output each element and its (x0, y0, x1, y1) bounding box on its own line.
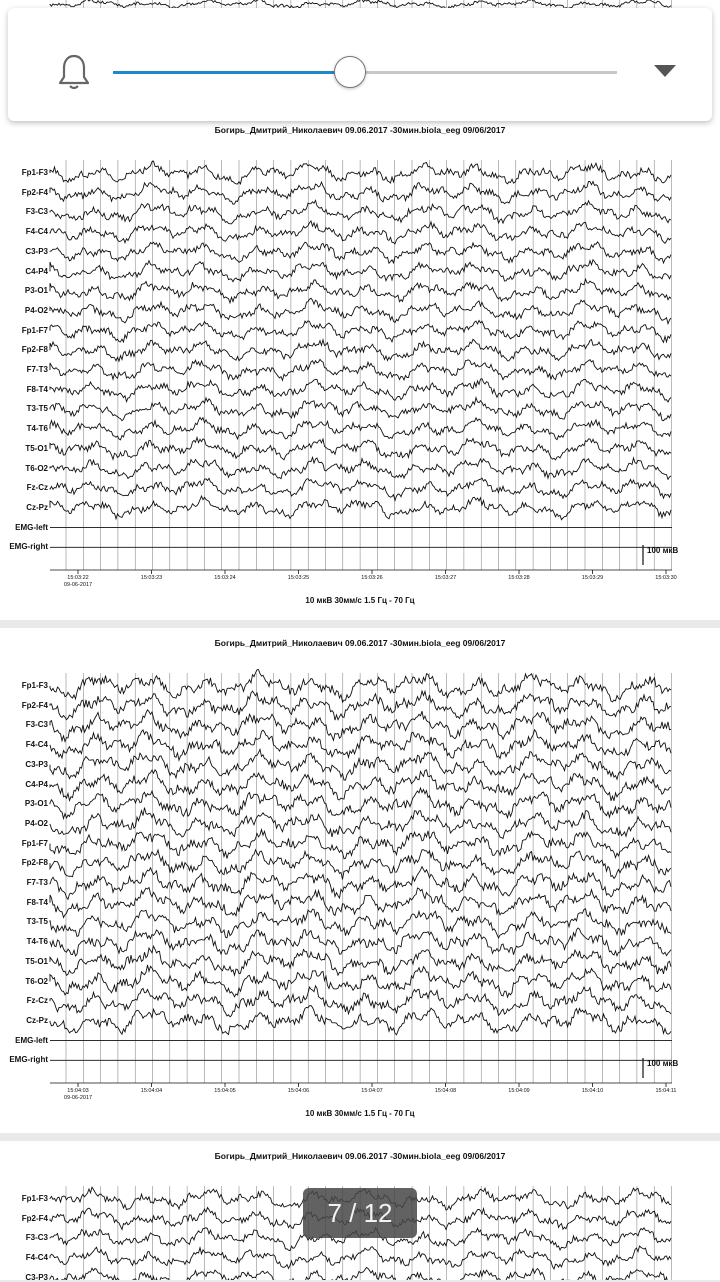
channel-label: C4-P4 (25, 779, 48, 789)
channel-label: Fp2-F4 (21, 187, 48, 197)
time-label: 15:03:27 (434, 575, 457, 581)
eeg-traces (0, 115, 720, 620)
channel-label: T5-O1 (25, 443, 48, 453)
recording-parameters: 10 мкВ 30мм/с 1.5 Гц - 70 Гц (305, 1109, 415, 1118)
time-label: 15:04:04 (140, 1088, 163, 1094)
channel-trace (50, 710, 671, 742)
channel-label: Fp1-F3 (21, 168, 48, 177)
channel-label: Cz-Pz (26, 1015, 48, 1025)
channel-trace (50, 478, 671, 500)
channel-trace (50, 770, 671, 801)
channel-label: EMG-right (9, 1055, 48, 1065)
channel-trace (50, 850, 671, 880)
channel-trace (50, 298, 671, 324)
channel-label: P4-O2 (24, 818, 48, 828)
channel-trace (50, 417, 671, 439)
channel-trace (50, 182, 671, 205)
time-label: 15:04:03 (67, 1088, 89, 1094)
channel-trace (50, 321, 671, 343)
channel-label: F8-T4 (26, 384, 48, 394)
channel-label: Fz-Cz (26, 996, 48, 1006)
channel-trace (50, 359, 671, 380)
channel-label: Fp1-F3 (21, 1194, 48, 1203)
channel-trace (50, 457, 671, 479)
channel-label: Fp1-F7 (21, 838, 48, 848)
channel-trace (50, 200, 671, 223)
scale-label: 100 мкВ (647, 1059, 679, 1068)
channel-label: F7-T3 (26, 365, 48, 374)
channel-trace (50, 260, 671, 282)
channel-trace (50, 808, 671, 839)
time-label: 15:03:25 (287, 575, 310, 581)
page-title: Богирь_Дмитрий_Николаевич 09.06.2017 -30мин.biola_eeg 09/06/2017 (214, 125, 506, 135)
channel-label: Fp1-F3 (21, 681, 48, 690)
channel-label: T5-O1 (25, 956, 48, 966)
volume-slider-thumb[interactable] (334, 56, 366, 88)
channel-label: Fp2-F8 (21, 858, 48, 868)
channel-label: F3-C3 (25, 207, 48, 217)
channel-trace (50, 438, 671, 460)
channel-trace (50, 242, 671, 263)
channel-label: P3-O1 (24, 799, 48, 809)
time-label: 15:04:05 (214, 1088, 236, 1094)
channel-label: F3-C3 (25, 720, 48, 730)
channel-trace (50, 1006, 671, 1035)
recording-parameters: 10 мкВ 30мм/с 1.5 Гц - 70 Гц (305, 596, 415, 605)
eeg-page (0, 628, 720, 1133)
channel-label: F4-C4 (25, 227, 48, 237)
time-label: 15:04:11 (655, 1088, 677, 1094)
channel-label: C4-P4 (25, 266, 48, 276)
channel-label: F8-T4 (26, 897, 48, 907)
channel-label: C3-P3 (25, 1272, 48, 1282)
channel-label: F4-C4 (25, 1253, 48, 1263)
channel-trace (50, 1268, 671, 1281)
time-label: 15:03:24 (214, 575, 236, 581)
channel-label: T6-O2 (25, 976, 48, 986)
channel-trace (50, 888, 671, 918)
channel-trace (50, 398, 671, 421)
channel-trace (50, 161, 671, 184)
time-label: 15:03:29 (581, 575, 604, 581)
channel-label: T4-T6 (26, 937, 48, 947)
channel-label: EMG-left (15, 522, 48, 532)
channel-trace (50, 379, 671, 402)
channel-label: T4-T6 (26, 424, 48, 434)
channel-label: F4-C4 (25, 740, 48, 750)
channel-label: Fp2-F4 (21, 1213, 48, 1223)
channel-label: T6-O2 (25, 463, 48, 473)
volume-slider-fill (113, 71, 350, 74)
channel-trace (50, 730, 671, 761)
time-label: 15:03:22 (67, 575, 89, 581)
page-title: Богирь_Дмитрий_Николаевич 09.06.2017 -30мин.biola_eeg 09/06/2017 (214, 1151, 506, 1161)
channel-trace (50, 1246, 671, 1269)
chevron-down-icon[interactable] (654, 65, 676, 77)
date-label: 09-06-2017 (63, 1095, 93, 1101)
channel-trace (50, 279, 671, 303)
channel-trace (50, 496, 671, 520)
channel-trace (50, 221, 671, 244)
scale-label: 100 мкВ (647, 546, 679, 555)
channel-trace (50, 946, 671, 975)
eeg-page (0, 115, 720, 620)
channel-label: Fp2-F4 (21, 700, 48, 710)
channel-label: EMG-right (9, 542, 48, 552)
time-label: 15:03:30 (655, 575, 677, 581)
time-label: 15:04:10 (581, 1088, 604, 1094)
channel-label: Fp1-F7 (21, 325, 48, 335)
time-label: 15:04:07 (361, 1088, 383, 1094)
time-label: 15:04:09 (508, 1088, 530, 1094)
channel-label: C3-P3 (25, 759, 48, 769)
channel-label: Fz-Cz (26, 483, 48, 493)
page-title: Богирь_Дмитрий_Николаевич 09.06.2017 -30мин.biola_eeg 09/06/2017 (214, 638, 506, 648)
channel-label: P3-O1 (24, 286, 48, 296)
channel-trace (50, 670, 671, 703)
time-label: 15:03:28 (508, 575, 530, 581)
channel-label: C3-P3 (25, 246, 48, 256)
channel-label: F3-C3 (25, 1233, 48, 1243)
channel-trace (50, 928, 671, 956)
volume-panel (8, 8, 712, 121)
eeg-traces (0, 628, 720, 1133)
channel-label: Fp2-F8 (21, 345, 48, 355)
page-counter: 7 / 12 (303, 1188, 417, 1238)
channel-label: T3-T5 (26, 404, 48, 414)
channel-label: T3-T5 (26, 917, 48, 927)
date-label: 09-06-2017 (63, 582, 93, 588)
time-label: 15:04:06 (287, 1088, 310, 1094)
channel-label: Cz-Pz (26, 502, 48, 512)
time-label: 15:03:23 (140, 575, 163, 581)
channel-label: EMG-left (15, 1035, 48, 1045)
channel-label: F7-T3 (26, 878, 48, 887)
time-label: 15:03:26 (361, 575, 383, 581)
channel-trace (50, 339, 671, 361)
channel-trace (50, 749, 671, 780)
bell-icon[interactable] (56, 52, 92, 92)
channel-label: P4-O2 (24, 305, 48, 315)
channel-trace (50, 830, 671, 859)
time-label: 15:04:08 (434, 1088, 457, 1094)
